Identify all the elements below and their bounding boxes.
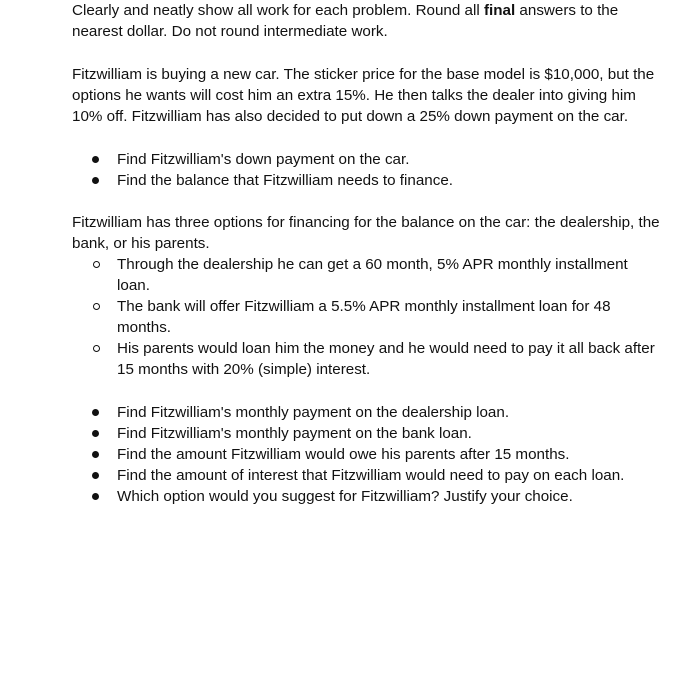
financing-intro-paragraph: Fitzwilliam has three options for financing for the balance on the car: the dealership, the bank, or his parents. <box>72 214 660 252</box>
scenario-paragraph: Fitzwilliam is buying a new car. The sticker price for the base model is $10,000, but the options he wants will cost him an extra 15%. He then talks the dealer into giving him 10% off. Fitzwilliam has also decided to put down a 25% down payment on the car. <box>72 66 655 125</box>
task-text: Find Fitzwilliam's monthly payment on the dealership loan. <box>117 404 510 421</box>
list-item <box>72 338 662 380</box>
task-text: Find Fitzwilliam's monthly payment on the bank loan. <box>117 425 472 442</box>
circle-bullet-icon <box>93 345 100 352</box>
bullet-icon <box>92 409 99 416</box>
bullet-icon <box>92 493 99 500</box>
bullet-icon <box>92 472 99 479</box>
bullet-icon <box>92 156 99 163</box>
list-item <box>72 296 662 338</box>
circle-bullet-icon <box>93 261 100 268</box>
bullet-icon <box>92 430 99 437</box>
option-text: His parents would loan him the money and he would need to pay it all back after 15 months with 20% (simple) interest. <box>117 340 655 378</box>
worksheet-page <box>72 0 662 507</box>
list-item <box>72 402 662 423</box>
task-list-part2 <box>72 402 662 507</box>
list-item <box>72 254 662 296</box>
list-item <box>72 423 662 444</box>
instructions-text-start: Clearly and neatly show all work for each problem. Round all <box>72 2 484 19</box>
instructions-bold-word: final <box>483 2 516 19</box>
bullet-icon <box>92 177 99 184</box>
list-item <box>72 486 662 507</box>
option-text: The bank will offer Fitzwilliam a 5.5% APR monthly installment loan for 48 months. <box>117 298 611 336</box>
task-text: Find Fitzwilliam's down payment on the car. <box>117 151 410 168</box>
task-list-part1 <box>72 149 662 191</box>
circle-bullet-icon <box>93 303 100 310</box>
instructions-text-end: answers to the nearest dollar. Do not round intermediate work. <box>72 2 619 40</box>
list-item <box>72 149 662 170</box>
task-text: Find the amount of interest that Fitzwilliam would need to pay on each loan. <box>117 467 625 484</box>
financing-options-list <box>72 254 662 380</box>
list-item <box>72 170 662 191</box>
task-text: Which option would you suggest for Fitzwilliam? Justify your choice. <box>117 488 573 505</box>
list-item <box>72 465 662 486</box>
list-item <box>72 444 662 465</box>
task-text: Find the balance that Fitzwilliam needs to finance. <box>117 172 453 189</box>
option-text: Through the dealership he can get a 60 month, 5% APR monthly installment loan. <box>117 256 628 294</box>
bullet-icon <box>92 451 99 458</box>
task-text: Find the amount Fitzwilliam would owe his parents after 15 months. <box>117 446 570 463</box>
instructions-paragraph <box>72 0 662 42</box>
